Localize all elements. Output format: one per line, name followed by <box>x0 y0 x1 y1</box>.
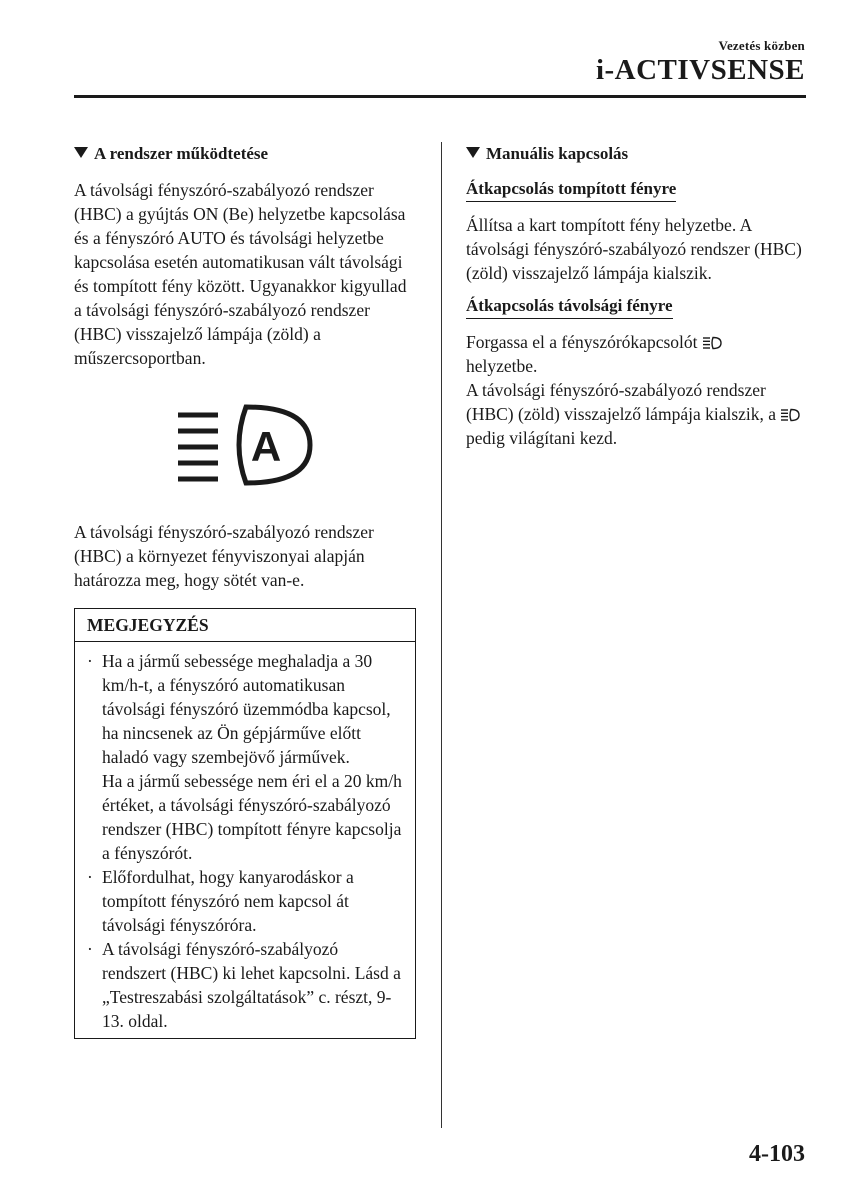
low-beam-subheading: Átkapcsolás tompított fényre <box>466 178 676 202</box>
manual-heading: Manuális kapcsolás <box>466 142 811 166</box>
sensing-paragraph: A távolsági fényszóró-szabályozó rendszer (HBC) a környezet fényviszonyai alapján határozza meg, hogy sötét van-e. <box>74 522 374 590</box>
triangle-marker-icon <box>74 147 88 158</box>
high-beam-icon <box>702 336 722 350</box>
note-list <box>75 642 415 1038</box>
note-item-text: Ha a jármű sebessége meghaladja a 30 km/h-t, a fényszóró automatikusan távolsági fényszóró üzemmódba kapcsol, ha nincsenek az Ön gépjárműve előtt haladó vagy szembejövő járművek. <box>102 651 391 767</box>
header-rule <box>74 95 806 98</box>
high-beam-icon <box>780 408 800 422</box>
bullet-icon: · <box>87 651 93 671</box>
auto-high-beam-indicator-icon <box>170 395 320 495</box>
note-item-text: A távolsági fényszóró-szabályozó rendszert (HBC) ki lehet kapcsolni. Lásd a „Testreszabási szolgáltatások” c. részt, 9-13. oldal. <box>102 939 401 1031</box>
note-item-text: Ha a jármű sebessége nem éri el a 20 km/h értéket, a távolsági fényszóró-szabályozó rendszer (HBC) tompított fényre kapcsolja a fényszórót. <box>102 771 402 863</box>
page-title: i-ACTIVSENSE <box>595 54 805 86</box>
note-title: MEGJEGYZÉS <box>75 609 415 642</box>
triangle-marker-icon <box>466 147 480 158</box>
note-item-text: Előfordulhat, hogy kanyarodáskor a tompított fényszóró nem kapcsol át távolsági fényszóróra. <box>102 867 354 935</box>
right-column <box>466 142 811 450</box>
note-item <box>87 865 403 937</box>
operation-heading: A rendszer működtetése <box>74 142 416 166</box>
bullet-icon: · <box>87 867 93 887</box>
low-beam-paragraph: Állítsa a kart tompított fény helyzetbe. A távolsági fényszóró-szabályozó rendszer (HBC) (zöld) visszajelző lámpája kialszik. <box>466 215 802 283</box>
left-column <box>74 142 416 1039</box>
page-number: 4-103 <box>749 1141 805 1167</box>
high-beam-subheading: Átkapcsolás távolsági fényre <box>466 295 673 319</box>
bullet-icon: · <box>87 939 93 959</box>
column-divider <box>441 142 442 1128</box>
hbc-indicator-figure <box>74 370 416 520</box>
high-beam-paragraph: Forgassa el a fényszórókapcsolót helyzetbe. A távolsági fényszóró-szabályozó rendszer (HBC) (zöld) visszajelző lámpája kialszik, a pedig világítani kezd. <box>466 330 811 450</box>
note-item <box>87 649 403 865</box>
note-box <box>74 608 416 1039</box>
svg-text:A: A <box>250 423 282 470</box>
operation-paragraph: A távolsági fényszóró-szabályozó rendszer (HBC) a gyújtás ON (Be) helyzetbe kapcsolása és a fényszóró AUTO és távolsági helyzetbe kapcsolása esetén automatikusan vált távolsági és tompított fény között. Ugyanakkor kigyullad a távolsági fényszóró-szabályozó rendszer (HBC) visszajelző lámpája (zöld) a műszercsoportban. <box>74 180 407 368</box>
note-item <box>87 937 403 1033</box>
section-title: Vezetés közben <box>718 38 805 53</box>
